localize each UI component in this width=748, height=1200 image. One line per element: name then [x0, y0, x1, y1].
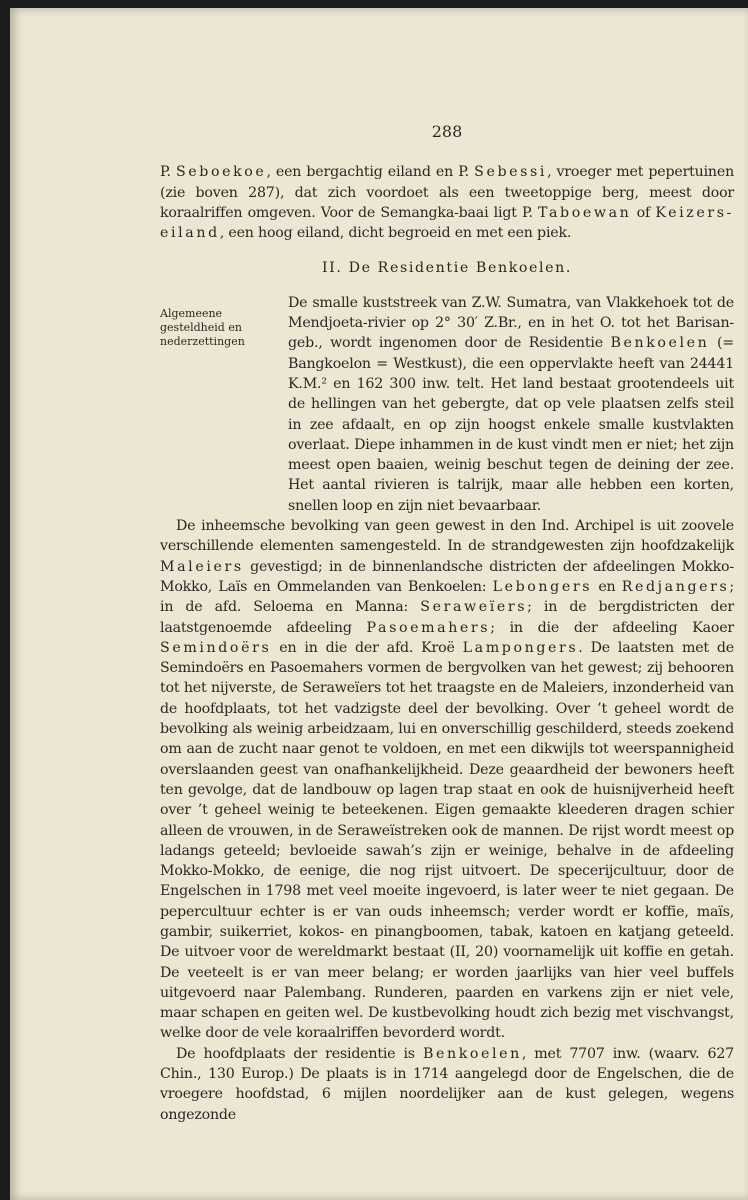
section-heading: II. De Residentie Benkoelen. — [321, 260, 573, 277]
paragraph-capital: De hoofdplaats der residentie is Benkoelen, met 7707 inw. (waarv. 627 Chin., 130 Europ.) De plaats is in 1714 aangelegd door de Engelschen, die de vroegere hoofdstad, 6 mijlen noordelijker aan de kust gelegen, wegens ongezonde — [160, 1045, 734, 1123]
section-general — [160, 293, 734, 516]
page-number: 288 — [431, 122, 463, 141]
island-name-taboewan: Taboewan — [538, 204, 632, 221]
paragraph-islands: P. Seboekoe, een bergachtig eiland en P. Sebessi, vroeger met pepertuinen (zie boven 287), dat zich voordoet als een tweetoppige berg, meest door koraalriffen omgeven. Voor de Semangka-baai ligt P. Taboewan of Keizers-eiland, een hoog eiland, dicht begroeid en met een piek. — [160, 164, 735, 242]
page-content — [160, 122, 734, 1125]
book-page — [10, 8, 748, 1200]
paragraph-population: De inheemsche bevolking van geen gewest in den Ind. Archipel is uit zoovele verschillende elementen samengesteld. In de strandgewesten zijn hoofdzakelijk Maleiers gevestigd; in de binnenlandsche districten der afdeelingen Mokko-Mokko, Laïs en Ommelanden van Benkoelen: Lebongers en Redjangers; in de afd. Seloema en Manna: Seraweïers; in de bergdistricten der laatstgenoemde afdeeling Pasoemahers; in die der afdeeling Kaoer Semindoërs en in die der afd. Kroë Lampongers. De laatsten met de Semindoërs en Pasoemahers vormen de bergvolken van het gewest; zij behooren tot het nijverste, de Seraweïers tot het traagste en de Maleiers, inzonderheid van de hoofdplaats, tot het vadzigste deel der bevolking. Over ’t geheel wordt de bevolking als weinig arbeidzaam, lui en onverschillig geschilderd, steeds zoekend om aan de zucht naar genot te voldoen, en met een dikwijls tot weerspannigheid overslaanden geest van onafhankelijkheid. Deze geaardheid der bewoners heeft ten gevolge, dat de landbouw op lagen trap staat en ook de huisnijverheid heeft over ’t geheel weinig te beteekenen. Eigen gemaakte kleederen dragen schier alleen de vrouwen, in de Seraweïstreken ook de mannen. De rijst wordt meest op ladangs geteeld; bevloeide sawah’s zijn er weinige, behalve in de afdeeling Mokko-Mokko, de eenige, die nog rijst uitvoert. De specerijcultuur, door de Engelschen in 1798 met veel moeite ingevoerd, is later weer te niet gegaan. De pepercultuur echter is er van ouds inheemsch; verder wordt er koffie, maïs, gambir, suikerriet, kokos- en pinangboomen, tabak, katoen en katjang geteeld. De uitvoer voor de wereldmarkt bestaat (II, 20) voornamelijk uit koffie en getah. De veeteelt is er van meer belang; er worden jaarlijks van hier veel buffels uitgevoerd naar Palembang. Runderen, paarden en varkens zijn er niet vele, maar schapen en geiten wel. De kustbevolking houdt zich bezig met vischvangst, welke door de vele koraalriffen bevorderd wordt. — [160, 518, 734, 1042]
island-name-sebessi: Sebessi — [474, 164, 548, 181]
island-name-seboekoe: Seboekoe — [175, 164, 267, 181]
paragraph-general: De smalle kuststreek van Z.W. Sumatra, van Vlakkehoek tot de Mendjoeta-rivier op 2° 30′ Z.Br., en in het O. tot het Barisan-geb., wordt ingenomen door de Residentie Benkoelen (= Bangkoelon = Westkust), die een oppervlakte heeft van 24441 K.M.² en 162 300 inw. telt. Het land bestaat grootendeels uit de hellingen van het gebergte, dat op vele plaatsen zelfs steil in zee afdaalt, en op zijn hoogst enkele smalle kustvlakten overlaat. Diepe inhammen in de kust vindt men er niet; het zijn meest open baaien, weinig beschut tegen de deining der zee. Het aantal rivieren is talrijk, maar alle hebben een korten, snellen loop en zijn niet bevaarbaar. — [288, 294, 734, 514]
island-name-keizers-eiland: Keizers-eiland — [160, 204, 735, 242]
place-name-benkoelen: Benkoelen — [610, 335, 710, 352]
place-name-benkoelen-capital: Benkoelen — [422, 1045, 522, 1062]
margin-note: Algemeene gesteldheid en nederzettingen — [160, 306, 245, 348]
